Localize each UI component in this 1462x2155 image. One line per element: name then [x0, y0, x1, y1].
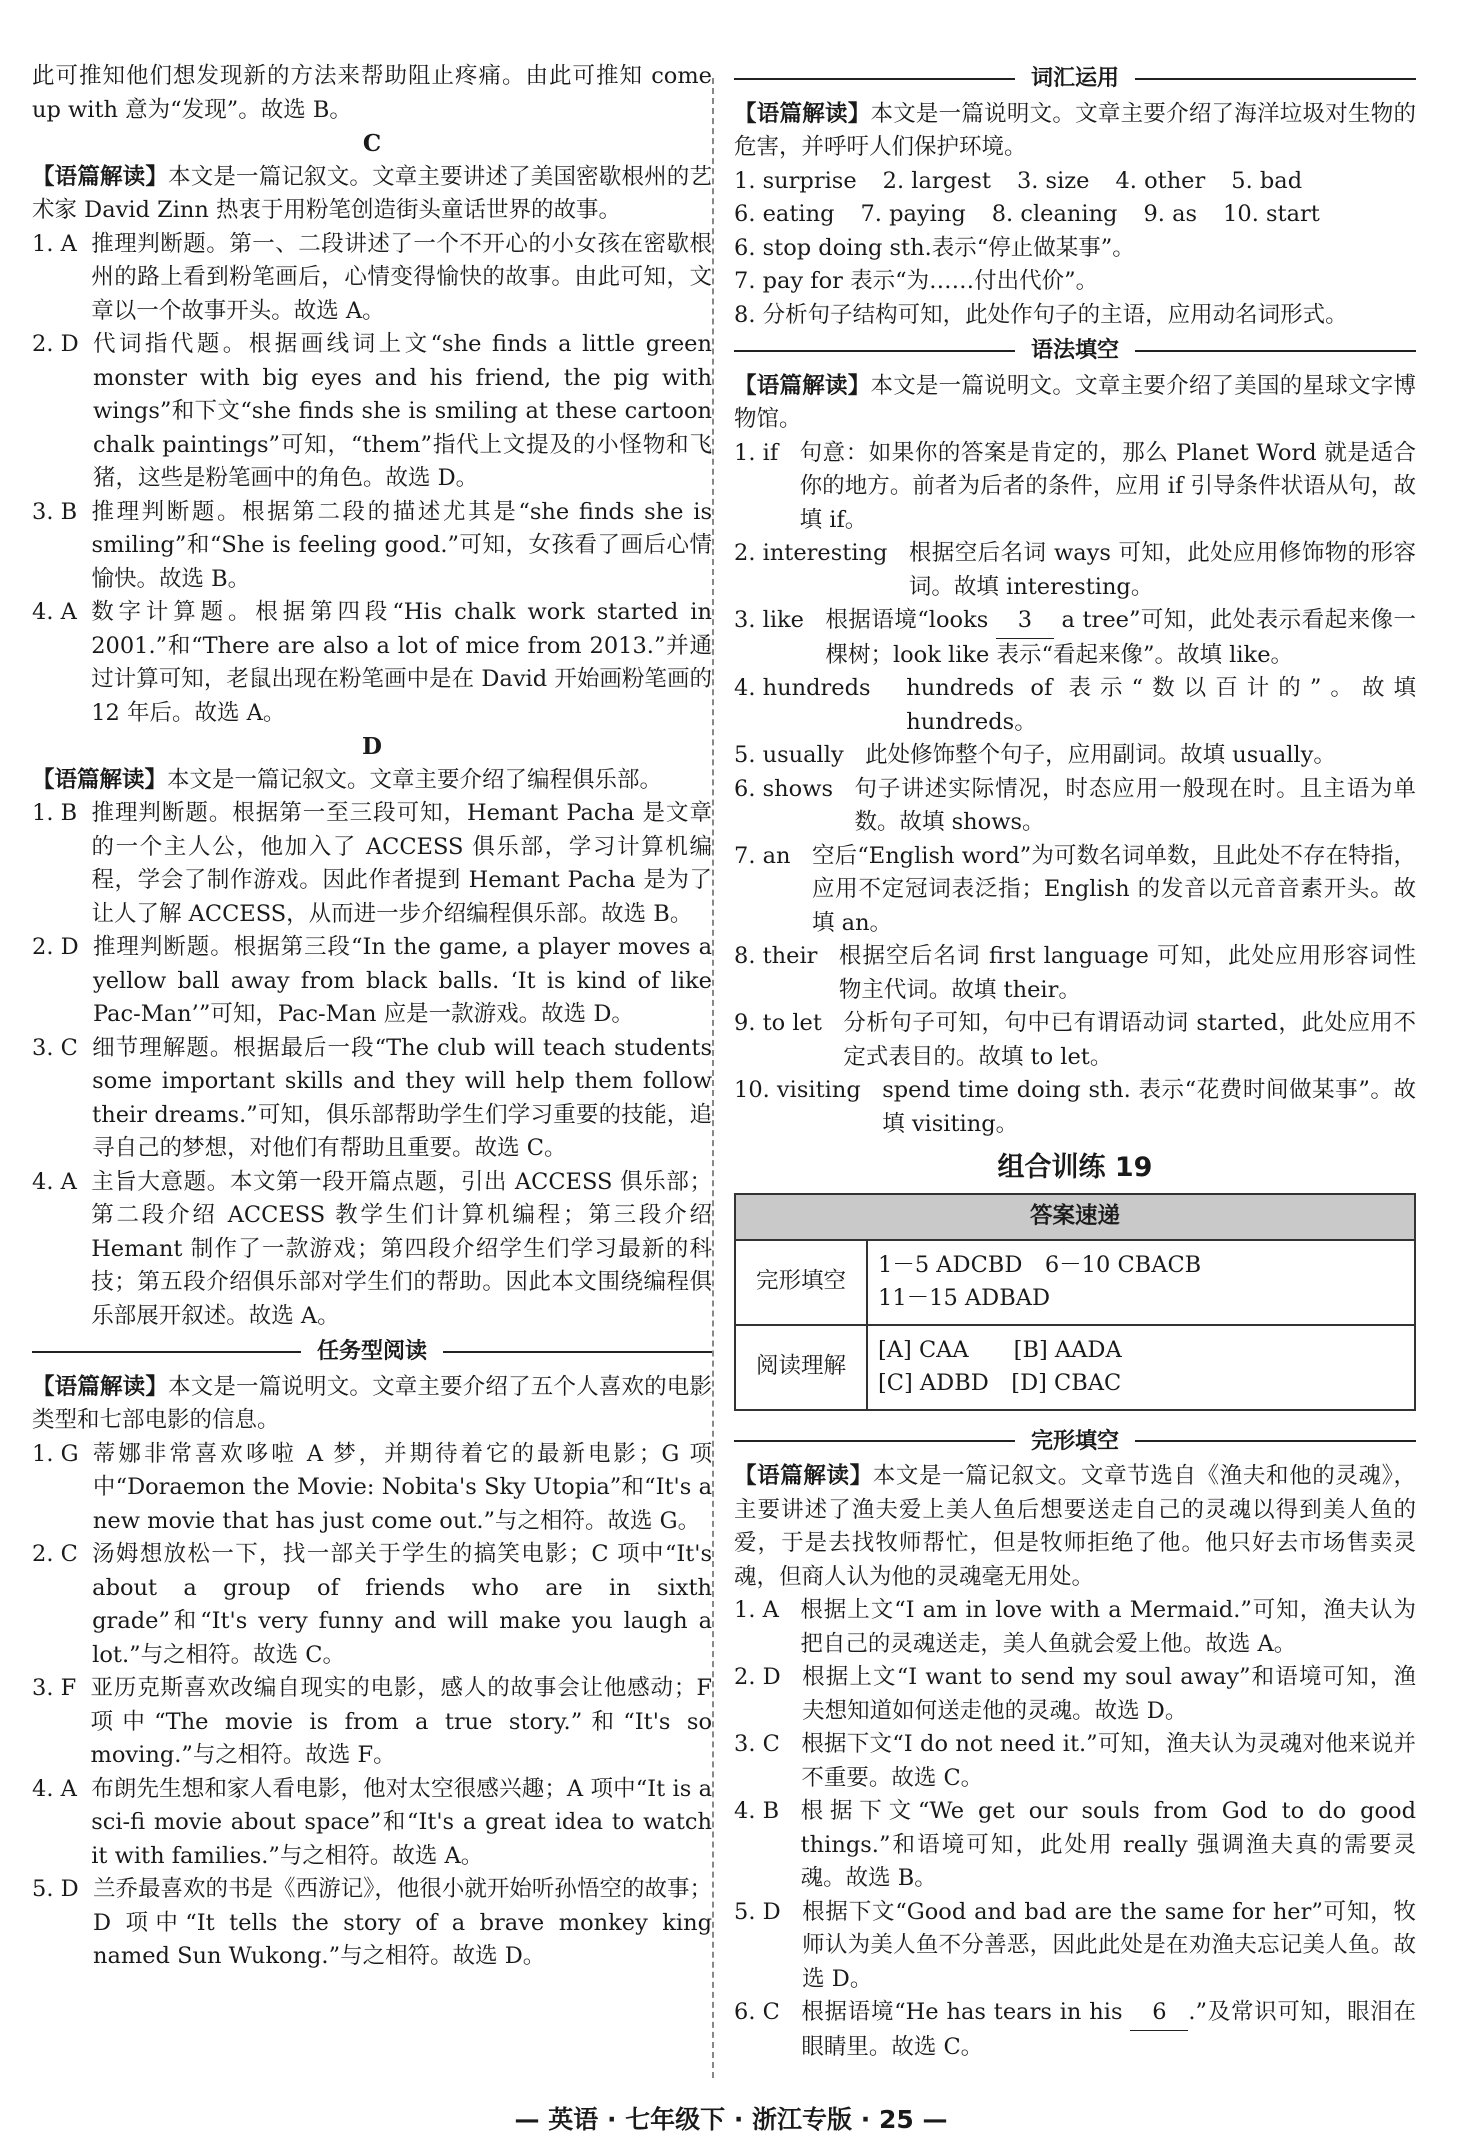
grammar-summary [734, 370, 1416, 437]
item-text: 根据下文“We get our souls from God to do good things.”和语境可知，此处用 really 强调渔夫真的需要灵魂。故选 B。 [800, 1798, 1416, 1891]
summary-text: 本文是一篇记叙文。文章节选自《渔夫和他的灵魂》，主要讲述了渔夫爱上美人鱼后想要送走自己的灵魂以得到美人鱼的爱，于是去找牧师帮忙，但是牧师拒绝了他。他只好去市场售卖灵魂，但商人认为他的灵魂毫无用处。 [734, 1463, 1416, 1590]
d-item-3 [32, 1032, 712, 1166]
section-title: 完形填空 [1031, 1428, 1120, 1454]
item-number: 4. B [734, 1798, 780, 1824]
cloze-item-3 [734, 1728, 1416, 1795]
grammar-item-1 [734, 437, 1416, 538]
item-number: 2. D [734, 1664, 781, 1690]
section-title: 词汇运用 [1031, 66, 1120, 91]
vocab-answer: 3. size [1016, 167, 1090, 194]
task-reading-heading [32, 1335, 712, 1369]
item-text: 根据上文“I am in love with a Mermaid.”可知，渔夫认为把自己的灵魂送走，美人鱼就会爱上他。故选 A。 [800, 1597, 1416, 1657]
item-text: 推理判断题。根据第一至三段可知，Hemant Pacha 是文章的一个主人公，他加入了 ACCESS 俱乐部，学习计算机编程，学会了制作游戏。因此作者提到 Hemant Pacha 是为了让人了解 ACCESS，从而进一步介绍编程俱乐部。故选 B。 [91, 800, 712, 927]
grammar-item-3 [734, 604, 1416, 672]
task-item-5 [32, 1873, 712, 1974]
vocab-summary [734, 98, 1416, 165]
item-number: 2. D [32, 331, 79, 357]
c-item-1 [32, 228, 712, 329]
row-label: 阅读理解 [735, 1325, 867, 1410]
vocab-note: 8. 分析句子结构可知，此处作句子的主语，应用动名词形式。 [734, 301, 1348, 328]
grammar-item-8 [734, 940, 1416, 1007]
vocab-answer: 1. surprise [734, 167, 857, 194]
item-number: 1. A [734, 1597, 779, 1623]
item-number: 1. G [32, 1440, 79, 1467]
item-number: 3. F [32, 1675, 77, 1701]
item-number: 3. C [32, 1034, 78, 1061]
item-text: spend time doing sth. 表示“花费时间做某事”。故填 visiting。 [882, 1077, 1416, 1137]
page-footer: — 英语 · 七年级下 · 浙江专版 · 25 — [514, 2105, 948, 2134]
item-text: 根据上文“I want to send my soul away”和语境可知，渔夫想知道如何送走他的灵魂。故选 D。 [802, 1664, 1416, 1724]
item-number: 4. A [32, 1775, 77, 1802]
item-text: 推理判断题。根据第三段“In the game, a player moves a yellow ball away from black balls. ‘It is kind of like Pac-Man’”可知，Pac-Man 应是一款游戏。故选 D。 [92, 934, 712, 1027]
row-answers [867, 1325, 1415, 1410]
summary-text: 本文是一篇记叙文。文章主要讲述了美国密歇根州的艺术家 David Zinn 热衷于用粉笔创造街头童话世界的故事。 [32, 163, 712, 223]
training-title: 组合训练 19 [997, 1152, 1153, 1183]
summary-text: 本文是一篇记叙文。文章主要介绍了编程俱乐部。 [167, 766, 663, 793]
answer-table-header-row [735, 1194, 1415, 1240]
vocab-answers-row-1 [734, 165, 1416, 199]
vocab-note: 6. stop doing sth.表示“停止做某事”。 [734, 234, 1135, 261]
item-number: 1. if [734, 439, 779, 466]
item-text [825, 604, 1416, 672]
item-number: 1. B [32, 800, 78, 826]
item-text: 细节理解题。根据最后一段“The club will teach students some important skills and they will help them follow their dreams.”可知，俱乐部帮助学生们学习重要的技能，追寻自己的梦想，对他们有帮助且重要。故选 C。 [92, 1034, 712, 1161]
item-number: 6. C [734, 1999, 780, 2025]
item-text: hundreds of 表示“数以百计的”。故填 hundreds。 [906, 675, 1416, 735]
answer-table-header: 答案速递 [735, 1194, 1415, 1240]
item-number: 4. hundreds [734, 675, 871, 701]
item-number: 2. interesting [734, 540, 888, 566]
text-part: a tree”可知，此处表示看起来像一棵树；look like 表示“看起来像”。故填 like。 [825, 607, 1416, 668]
grammar-item-7 [734, 840, 1416, 941]
vocab-answer: 9. as [1143, 201, 1198, 227]
vocab-answer: 5. bad [1231, 167, 1303, 194]
section-title: 语法填空 [1031, 338, 1120, 363]
item-number: 7. an [734, 842, 791, 869]
vocab-answer: 4. other [1115, 167, 1206, 194]
cloze-item-1 [734, 1594, 1416, 1661]
item-number: 3. like [734, 607, 804, 633]
blank-number: 6 [1130, 1996, 1188, 2031]
cloze-item-2 [734, 1661, 1416, 1728]
cloze-heading [734, 1425, 1416, 1459]
item-number: 9. to let [734, 1010, 822, 1036]
item-text: 亚历克斯喜欢改编自现实的电影，感人的故事会让他感动；F 项中“The movie is from a true story.”和“It's so moving.”与之相符。故选 F。 [90, 1675, 712, 1768]
summary-tag: 【语篇解读】 [734, 372, 871, 399]
cloze-item-6 [734, 1996, 1416, 2064]
summary-tag: 【语篇解读】 [734, 1463, 873, 1489]
item-text: 推理判断题。第一、二段讲述了一个不开心的小女孩在密歇根州的路上看到粉笔画后，心情变得愉快的故事。由此可知，文章以一个故事开头。故选 A。 [91, 230, 712, 324]
item-number: 1. A [32, 230, 77, 257]
d-item-2 [32, 931, 712, 1032]
vocab-answer: 6. eating [734, 201, 835, 227]
task-item-1 [32, 1438, 712, 1539]
summary-tag: 【语篇解读】 [32, 163, 169, 190]
answer-line: 11－15 ADBAD [878, 1285, 1051, 1311]
item-text: 兰乔最喜欢的书是《西游记》，他很小就开始听孙悟空的故事；D 项中“It tells the story of a brave monkey king named Sun Wukong.”与之相符。故选 D。 [92, 1876, 712, 1969]
vocab-answer: 2. largest [882, 167, 991, 194]
text-part: 根据语境“He has tears in his [801, 1999, 1131, 2025]
column-divider [712, 78, 714, 2078]
task-item-4 [32, 1773, 712, 1874]
item-number: 2. C [32, 1541, 78, 1567]
item-number: 3. C [734, 1731, 780, 1757]
c-item-2 [32, 328, 712, 496]
vocab-answer: 7. paying [860, 201, 966, 227]
item-text: 数字计算题。根据第四段“His chalk work started in 2001.”和“There are also a lot of mice from 2013.”并通过计算可知，老鼠出现在粉笔画中是在 David 开始画粉笔画的 12 年后。故选 A。 [91, 599, 712, 726]
d-item-4 [32, 1166, 712, 1334]
item-text: 根据下文“Good and bad are the same for her”可知，牧师认为美人鱼不分善恶，因此此处是在劝渔夫忘记美人鱼。故选 D。 [802, 1898, 1416, 1992]
vocab-answer: 10. start [1223, 201, 1320, 227]
intro-paragraph: 此可推知他们想发现新的方法来帮助阻止疼痛。由此可推知 come up with 意为“发现”。故选 B。 [32, 63, 712, 123]
right-column [734, 60, 1416, 2064]
vocab-answer: 8. cleaning [991, 201, 1118, 227]
item-text: 主旨大意题。本文第一段开篇点题，引出 ACCESS 俱乐部；第二段介绍 ACCESS 教学生们计算机编程；第三段介绍 Hemant 制作了一款游戏；第四段介绍学生们学习最新的科技；第五段介绍俱乐部对学生们的帮助。因此本文围绕编程俱乐部展开叙述。故选 A。 [91, 1168, 712, 1329]
summary-tag: 【语篇解读】 [32, 1373, 169, 1400]
summary-text: 本文是一篇说明文。文章主要介绍了海洋垃圾对生物的危害，并呼吁人们保护环境。 [734, 100, 1416, 160]
summary-tag: 【语篇解读】 [32, 766, 168, 793]
item-number: 8. their [734, 943, 818, 969]
item-number: 3. B [32, 498, 78, 525]
text-part: 根据语境“looks [825, 607, 996, 633]
answer-table [734, 1193, 1416, 1411]
item-text: 句子讲述实际情况，时态应用一般现在时。且主语为单数。故填 shows。 [854, 775, 1416, 835]
item-text: 汤姆想放松一下，找一部关于学生的搞笑电影；C 项中“It's about a group of friends who are in sixth grade”和“It's very funny and will make you laugh a lot.”与之相符。故选 C。 [92, 1541, 712, 1668]
vocab-note: 7. pay for 表示“为……付出代价”。 [734, 268, 1099, 294]
item-text: 推理判断题。根据第二段的描述尤其是“she finds she is smiling”和“She is feeling good.”可知，女孩看了画后心情愉快。故选 B。 [91, 498, 712, 592]
answer-table-row [735, 1240, 1415, 1325]
grammar-heading [734, 334, 1416, 368]
item-number: 6. shows [734, 775, 834, 802]
cloze-summary [734, 1460, 1416, 1594]
grammar-item-6 [734, 773, 1416, 840]
grammar-item-2 [734, 537, 1416, 604]
task-item-2 [32, 1538, 712, 1672]
summary-tag: 【语篇解读】 [734, 100, 871, 127]
item-text: 布朗先生想和家人看电影，他对太空很感兴趣；A 项中“It is a sci-fi movie about space”和“It's a great idea to watch it with families.”与之相符。故选 A。 [91, 1775, 712, 1869]
grammar-item-10 [734, 1074, 1416, 1141]
item-text: 空后“English word”为可数名词单数，且此处不存在特指，应用不定冠词表泛指；English 的发音以元音音素开头。故填 an。 [812, 842, 1416, 936]
section-title: 任务型阅读 [317, 1339, 428, 1364]
section-c-heading: C [362, 130, 382, 157]
item-text: 句意：如果你的答案是肯定的，那么 Planet Word 就是适合你的地方。前者为后者的条件，应用 if 引导条件状语从句，故填 if。 [799, 439, 1416, 533]
vocab-heading [734, 62, 1416, 96]
summary-text: 本文是一篇说明文。文章主要介绍了五个人喜欢的电影类型和七部电影的信息。 [32, 1373, 712, 1433]
item-text: 此处修饰整个句子，应用副词。故填 usually。 [865, 742, 1336, 768]
item-text: 蒂娜非常喜欢哆啦 A 梦，并期待着它的最新电影；G 项中“Doraemon the Movie: Nobita's Sky Utopia”和“It's a new movie that has just come out.”与之相符。故选 G。 [92, 1440, 712, 1534]
cloze-item-4 [734, 1795, 1416, 1896]
answer-table-row [735, 1325, 1415, 1410]
left-column [32, 60, 712, 1974]
row-label: 完形填空 [735, 1240, 867, 1325]
answer-line: 1－5 ADCBD 6－10 CBACB [878, 1251, 1202, 1278]
item-text: 根据空后名词 ways 可知，此处应用修饰物的形容词。故填 interesting。 [908, 540, 1416, 600]
item-number: 4. A [32, 1168, 77, 1195]
item-number: 4. A [32, 599, 77, 625]
blank-number: 3 [996, 604, 1054, 639]
item-text: 分析句子可知，句中已有谓语动词 started，此处应用不定式表目的。故填 to let。 [843, 1010, 1416, 1070]
item-text: 根据下文“I do not need it.”可知，渔夫认为灵魂对他来说并不重要。故选 C。 [801, 1731, 1416, 1791]
grammar-item-5 [734, 739, 1416, 773]
item-number: 10. visiting [734, 1077, 861, 1103]
item-number: 5. usually [734, 742, 844, 768]
text-part: .”及常识可知，眼泪在眼睛里。故选 C。 [801, 1999, 1416, 2060]
section-d-summary [32, 764, 712, 798]
answer-line: [C] ADBD [D] CBAC [878, 1370, 1122, 1396]
vocab-answers-row-2 [734, 198, 1416, 232]
row-answers [867, 1240, 1415, 1325]
item-number: 5. D [32, 1876, 79, 1902]
section-c-summary [32, 161, 712, 228]
item-number: 2. D [32, 934, 79, 960]
item-text: 根据空后名词 first language 可知，此处应用形容词性物主代词。故填 their。 [838, 943, 1416, 1003]
summary-text: 本文是一篇说明文。文章主要介绍了美国的星球文字博物馆。 [734, 372, 1416, 432]
c-item-4 [32, 596, 712, 730]
section-d-heading: D [362, 733, 382, 760]
task-item-3 [32, 1672, 712, 1773]
answer-line: [A] CAA [B] AADA [878, 1336, 1122, 1363]
item-text [801, 1996, 1416, 2064]
grammar-item-9 [734, 1007, 1416, 1074]
item-number: 5. D [734, 1898, 781, 1925]
c-item-3 [32, 496, 712, 597]
item-text: 代词指代题。根据画线词上文“she finds a little green monster with big eyes and his friend, the pig with wings”和下文“she finds she is smiling at these cartoon chalk paintings”可知，“them”指代上文提及的小怪物和飞猪，这些是粉笔画中的角色。故选 D。 [92, 331, 712, 491]
task-reading-summary [32, 1371, 712, 1438]
grammar-item-4 [734, 672, 1416, 739]
cloze-item-5 [734, 1896, 1416, 1997]
d-item-1 [32, 797, 712, 931]
